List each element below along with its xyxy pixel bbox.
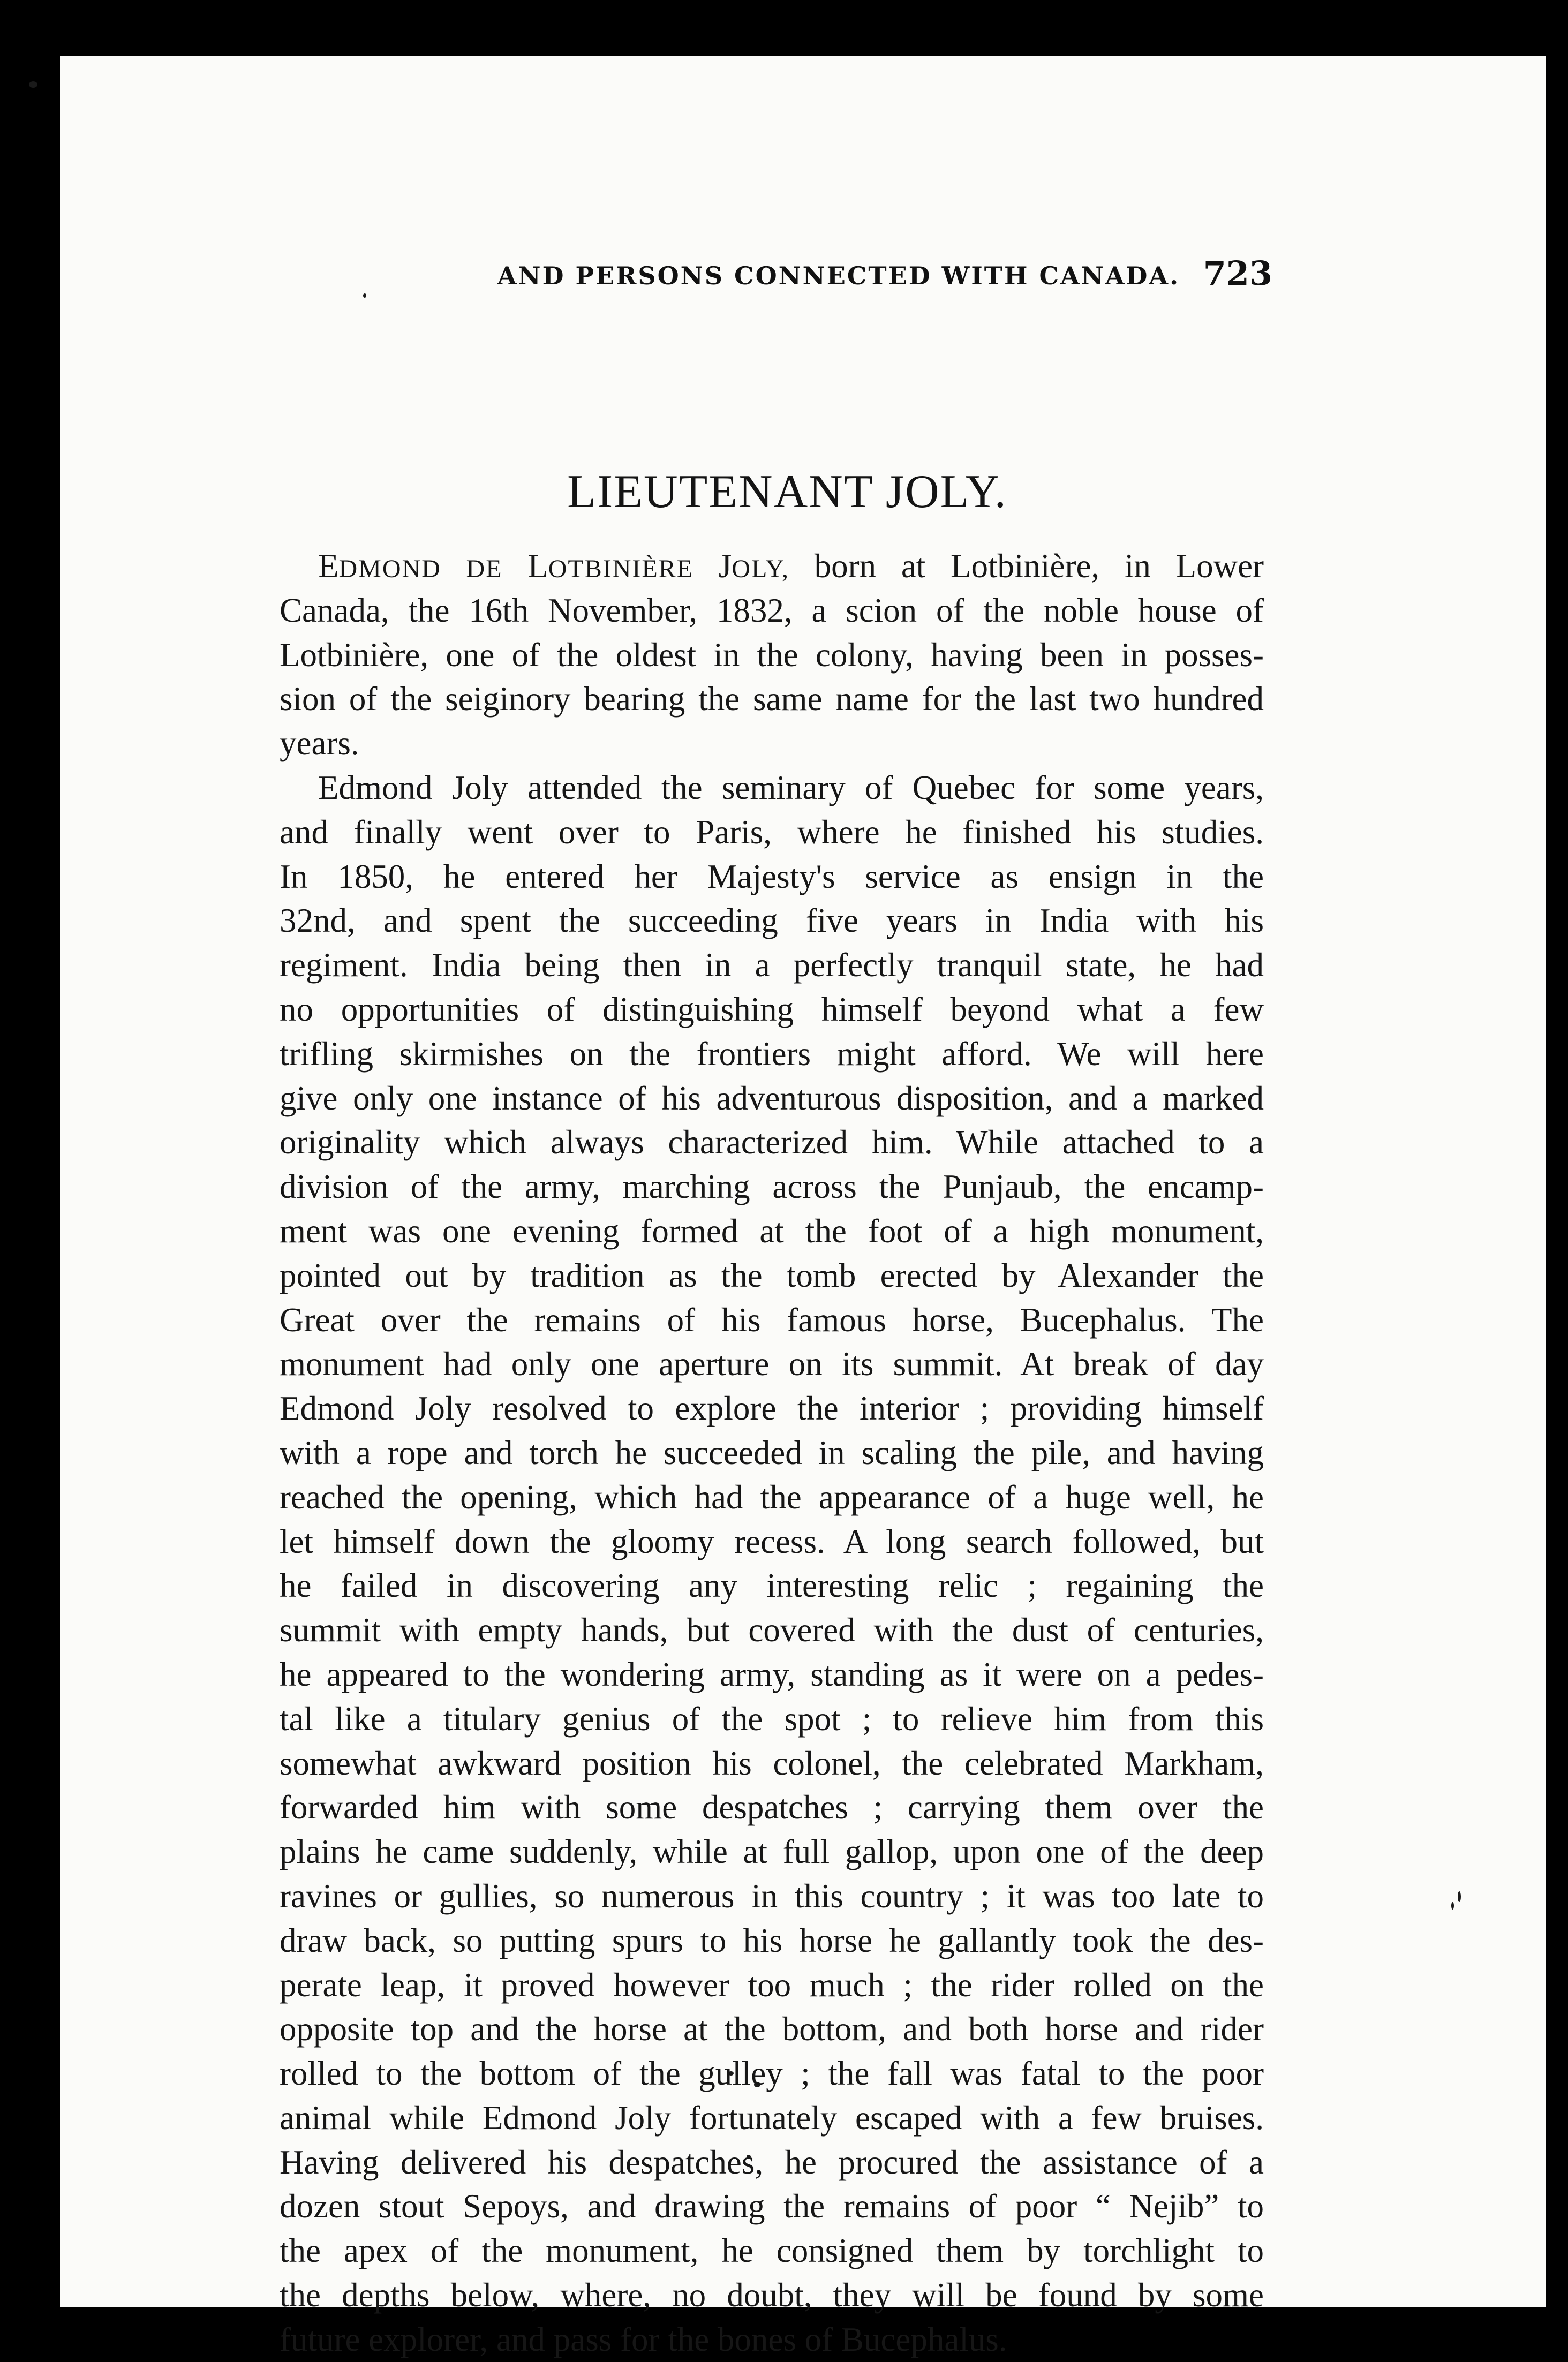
- text-line: somewhat awkward position his colonel, the celebrated Markham,: [280, 1744, 1264, 1782]
- name-small-caps: OTBINIÈRE: [548, 555, 694, 583]
- text-line: give only one instance of his adventurous disposition, and a marked: [280, 1079, 1264, 1117]
- text-line: reached the opening, which had the appearance of a huge well, he: [280, 1478, 1264, 1516]
- paragraph-opening-line: [280, 544, 1264, 588]
- text-line: Having delivered his despatches, he procured the assistance of a: [280, 2143, 1264, 2181]
- text-line: summit with empty hands, but covered with the dust of centuries,: [280, 1611, 1264, 1649]
- opening-line-text: born at Lotbinière, in Lower: [814, 547, 1264, 585]
- scan-speck: [1451, 1902, 1454, 1910]
- text-line: future explorer, and pass for the bones of Bucephalus.: [280, 2320, 1007, 2358]
- text-line: ravines or gullies, so numerous in this country ; it was too late to: [280, 1877, 1264, 1915]
- text-line: division of the army, marching across the Punjaub, the encamp-: [280, 1168, 1264, 1206]
- text-line: In 1850, he entered her Majesty's service as ensign in the: [280, 857, 1264, 895]
- text-line: animal while Edmond Joly fortunately escaped with a few bruises.: [280, 2099, 1264, 2137]
- text-line: Lotbinière, one of the oldest in the colony, having been in posses-: [280, 636, 1264, 674]
- scan-speck: [363, 293, 366, 298]
- text-line: and finally went over to Paris, where he finished his studies.: [280, 813, 1264, 851]
- text-line: he appeared to the wondering army, standing as it were on a pedes-: [280, 1655, 1264, 1693]
- text-line: forwarded him with some despatches ; carrying them over the: [280, 1789, 1264, 1827]
- name-small-caps: J: [718, 547, 732, 585]
- scan-speck: [29, 81, 37, 88]
- text-line: years.: [280, 725, 359, 763]
- text-line: Canada, the 16th November, 1832, a scion of the noble house of: [280, 591, 1264, 629]
- article-body: [280, 544, 1264, 2362]
- name-small-caps: E: [318, 547, 339, 585]
- text-line: perate leap, it proved however too much ; the rider rolled on the: [280, 1966, 1264, 2004]
- text-line: no opportunities of distinguishing himself beyond what a few: [280, 990, 1264, 1028]
- text-line: tal like a titulary genius of the spot ; to relieve him from this: [280, 1700, 1264, 1738]
- text-line: with a rope and torch he succeeded in scaling the pile, and having: [280, 1433, 1264, 1471]
- name-small-caps: DE: [466, 555, 503, 583]
- text-line: originality which always characterized him. While attached to a: [280, 1123, 1264, 1161]
- text-line: the depths below, where, no doubt, they will be found by some: [280, 2276, 1264, 2314]
- page-number: 723: [1203, 254, 1272, 293]
- name-small-caps: L: [527, 547, 548, 585]
- text-line: trifling skirmishes on the frontiers might afford. We will here: [280, 1035, 1264, 1073]
- text-line: regiment. India being then in a perfectly tranquil state, he had: [280, 946, 1264, 984]
- text-line: plains he came suddenly, while at full gallop, upon one of the deep: [280, 1833, 1264, 1871]
- text-line: Great over the remains of his famous horse, Bucephalus. The: [280, 1301, 1264, 1339]
- text-line: let himself down the gloomy recess. A long search followed, but: [280, 1522, 1264, 1560]
- text-line: Edmond Joly resolved to explore the interior ; providing himself: [280, 1390, 1264, 1428]
- text-line: draw back, so putting spurs to his horse he gallantly took the des-: [280, 1921, 1264, 1959]
- scan-speck: [1458, 1891, 1461, 1902]
- text-line: 32nd, and spent the succeeding five years in India with his: [280, 902, 1264, 940]
- running-head: AND PERSONS CONNECTED WITH CANADA.: [497, 261, 1180, 290]
- text-line: Edmond Joly attended the seminary of Quebec for some years,: [318, 768, 1264, 806]
- chapter-title: LIEUTENANT JOLY.: [567, 466, 1007, 518]
- text-line: opposite top and the horse at the bottom, and both horse and rider: [280, 2010, 1264, 2048]
- text-line: pointed out by tradition as the tomb erected by Alexander the: [280, 1256, 1264, 1294]
- text-line: dozen stout Sepoys, and drawing the remains of poor “ Nejib” to: [280, 2187, 1264, 2225]
- text-line: ment was one evening formed at the foot of a high monument,: [280, 1212, 1264, 1250]
- text-line: the apex of the monument, he consigned them by torchlight to: [280, 2232, 1264, 2270]
- name-small-caps: DMOND: [338, 555, 441, 583]
- text-line: he failed in discovering any interesting relic ; regaining the: [280, 1567, 1264, 1605]
- text-line: rolled to the bottom of the gulley ; the fall was fatal to the poor: [280, 2055, 1264, 2093]
- text-line: sion of the seiginory bearing the same name for the last two hundred: [280, 680, 1264, 718]
- text-line: monument had only one aperture on its summit. At break of day: [280, 1345, 1264, 1383]
- name-small-caps: OLY,: [732, 555, 789, 583]
